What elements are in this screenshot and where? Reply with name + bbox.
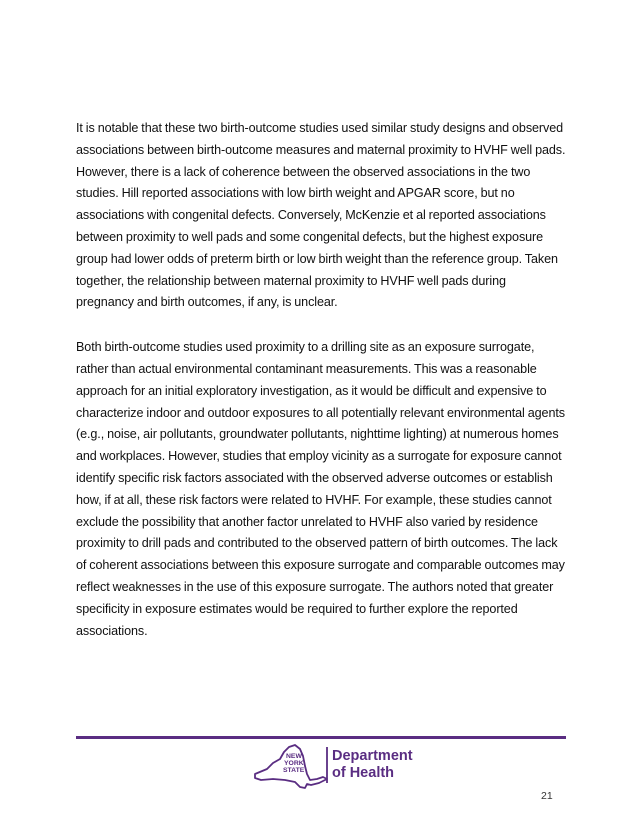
logo-department-text (332, 748, 413, 782)
paragraph-2: Both birth-outcome studies used proximity to a drilling site as an exposure surrogate, rather than actual environmental contaminant measurements. This was a reasonable approach for an initial exploratory investigation, as it would be difficult and expensive to characterize indoor and outdoor exposures to all potentially relevant environmental agents (e.g., noise, air pollutants, groundwater pollutants, nighttime lighting) at numerous homes and workplaces. However, studies that employ vicinity as a surrogate for exposure cannot identify specific risk factors associated with the observed adverse outcomes or establish how, if at all, these risk factors were related to HVHF. For example, these studies cannot exclude the possibility that another factor unrelated to HVHF also varied by residence proximity to drill pads and contributed to the observed pattern of birth outcomes. The lack of coherent associations between this exposure surrogate and comparable outcomes may reflect weaknesses in the use of this exposure surrogate. The authors noted that greater specificity in exposure estimates would be required to further explore the reported associations. (76, 340, 565, 638)
footer-divider (76, 736, 566, 739)
logo-state: STATE (283, 767, 305, 774)
page-number: 21 (541, 790, 553, 802)
logo-department-line: Department (332, 748, 413, 764)
paragraph-1: It is notable that these two birth-outcome studies used similar study designs and observed associations between birth-outcome measures and maternal proximity to HVHF well pads. However, there is a lack of coherence between the observed associations in the two studies. Hill reported associations with low birth weight and APGAR score, but no associations with congenital defects. Conversely, McKenzie et al reported associations between proximity to well pads and some congenital defects, but the highest exposure group had lower odds of preterm birth or low birth weight than the reference group. Taken together, the relationship between maternal proximity to HVHF well pads during pregnancy and birth outcomes, if any, is unclear. (76, 121, 566, 310)
logo-health-line: of Health (332, 765, 395, 781)
body-text (76, 118, 566, 642)
logo-new: NEW (286, 753, 302, 760)
logo-york: YORK (284, 760, 304, 767)
